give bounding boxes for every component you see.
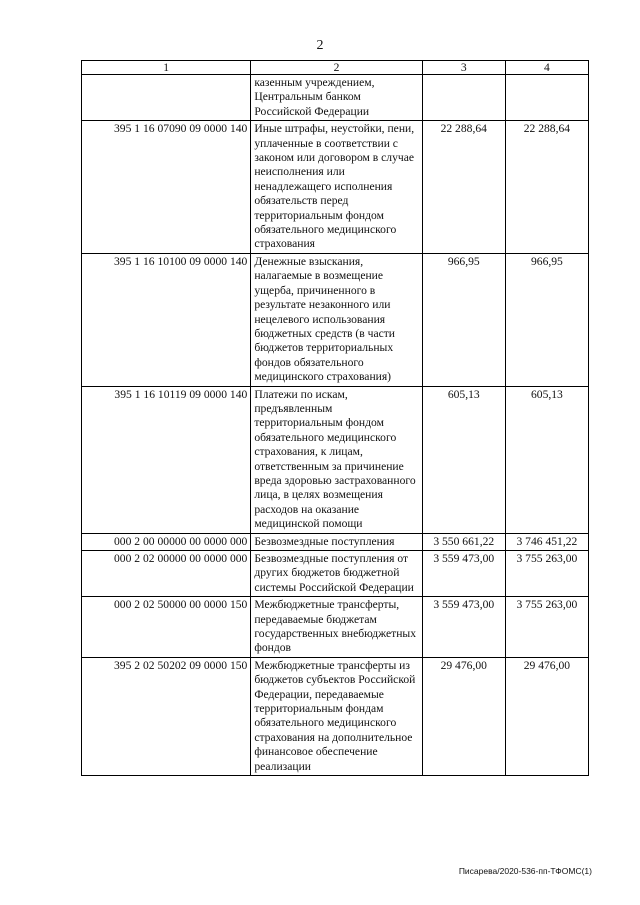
table-row: [82, 121, 589, 254]
name-cell: Денежные взыскания, налагаемые в возмещение ущерба, причиненного в результате незаконного или нецелевого использования бюджетных средств (в части бюджетов территориальных фондов обязательного медицинского страхования): [251, 253, 422, 386]
column-header: 2: [251, 61, 422, 75]
amount-cell: 3 559 473,00: [422, 551, 505, 597]
amount-cell: 605,13: [505, 386, 588, 533]
table-row: [82, 657, 589, 775]
table-row: [82, 597, 589, 658]
amount-cell: 3 559 473,00: [422, 597, 505, 658]
column-header: 1: [82, 61, 251, 75]
code-cell: 395 1 16 10119 09 0000 140: [82, 386, 251, 533]
header-row: [82, 61, 589, 75]
name-cell: Безвозмездные поступления: [251, 533, 422, 550]
code-cell: 000 2 02 50000 00 0000 150: [82, 597, 251, 658]
table-row: [82, 75, 589, 121]
code-cell: 000 2 00 00000 00 0000 000: [82, 533, 251, 550]
name-cell: Иные штрафы, неустойки, пени, уплаченные в соответствии с законом или договором в случае неисполнения или ненадлежащего исполнения обязательств перед территориальным фондом обязательного медицинского страхования: [251, 121, 422, 254]
amount-cell: [505, 75, 588, 121]
name-cell: Платежи по искам, предъявленным территориальным фондом обязательного медицинского страхования, к лицам, ответственным за причинение вреда здоровью застрахованного лица, в целях возмещения расходов на оказание медицинской помощи: [251, 386, 422, 533]
code-cell: 395 2 02 50202 09 0000 150: [82, 657, 251, 775]
code-cell: 395 1 16 10100 09 0000 140: [82, 253, 251, 386]
name-cell: Межбюджетные трансферты, передаваемые бюджетам государственных внебюджетных фондов: [251, 597, 422, 658]
column-header: 4: [505, 61, 588, 75]
amount-cell: 966,95: [422, 253, 505, 386]
code-cell: [82, 75, 251, 121]
table-row: [82, 386, 589, 533]
amount-cell: 3 755 263,00: [505, 551, 588, 597]
table-row: [82, 551, 589, 597]
amount-cell: 605,13: [422, 386, 505, 533]
document-footer: Писарева/2020-536-пп-ТФОМС(1): [458, 866, 592, 876]
code-cell: 000 2 02 00000 00 0000 000: [82, 551, 251, 597]
amount-cell: 22 288,64: [505, 121, 588, 254]
amount-cell: 22 288,64: [422, 121, 505, 254]
amount-cell: 29 476,00: [505, 657, 588, 775]
name-cell: Безвозмездные поступления от других бюджетов бюджетной системы Российской Федерации: [251, 551, 422, 597]
name-cell: казенным учреждением, Центральным банком Российской Федерации: [251, 75, 422, 121]
code-cell: 395 1 16 07090 09 0000 140: [82, 121, 251, 254]
page-number: 2: [316, 38, 324, 53]
table-row: [82, 533, 589, 550]
name-cell: Межбюджетные трансферты из бюджетов субъектов Российской Федерации, передаваемые территориальным фондам обязательного медицинского страхования на дополнительное финансовое обеспечение реализации: [251, 657, 422, 775]
budget-table: [81, 60, 589, 776]
amount-cell: 966,95: [505, 253, 588, 386]
amount-cell: 29 476,00: [422, 657, 505, 775]
amount-cell: 3 746 451,22: [505, 533, 588, 550]
column-header: 3: [422, 61, 505, 75]
amount-cell: 3 755 263,00: [505, 597, 588, 658]
amount-cell: [422, 75, 505, 121]
amount-cell: 3 550 661,22: [422, 533, 505, 550]
table-row: [82, 253, 589, 386]
